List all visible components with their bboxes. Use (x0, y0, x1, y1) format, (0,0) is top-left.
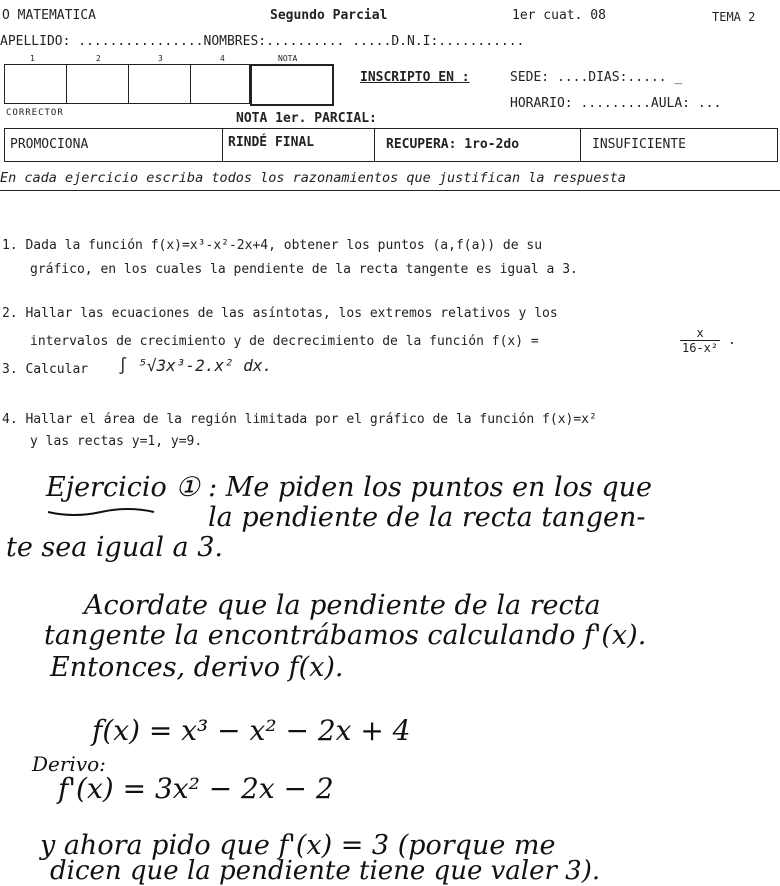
exercise-3-integral: ∫ ⁵√3x³-2.x² dx. (118, 356, 273, 375)
hand-line-1: Ejercicio ① : Me piden los puntos en los que (46, 472, 653, 503)
frac-denominator: 16-x² (682, 341, 719, 355)
exercise-1-line-1: 1. Dada la función f(x)=x³-x²-2x+4, obtener los puntos (a,f(a)) de su (2, 238, 543, 253)
result-insuficiente: INSUFICIENTE (592, 137, 686, 152)
hand-line-9: f'(x) = 3x² − 2x − 2 (58, 772, 334, 805)
grade-boxes (4, 64, 250, 104)
frac-numerator: x (680, 326, 720, 341)
nota-parcial-label: NOTA 1er. PARCIAL: (236, 111, 377, 126)
hand-underline (46, 506, 156, 520)
theme: TEMA 2 (712, 10, 756, 24)
exercise-2-fraction: $\frac{x}{\text{16-x²}}$ . (682, 326, 736, 355)
exercise-4-line-2: y las rectas y=1, y=9. (30, 434, 203, 449)
horario-field: HORARIO: .........AULA: ... (510, 96, 722, 111)
exercise-2-line-1: 2. Hallar las ecuaciones de las asíntotas, los extremos relativos y los (2, 306, 558, 321)
sede-field: SEDE: ....DIAS:..... _ (510, 70, 683, 85)
exam-title: Segundo Parcial (270, 8, 388, 23)
result-promociona: PROMOCIONA (10, 137, 89, 152)
result-rinde-final: RINDÉ FINAL (228, 135, 315, 150)
hand-line-11: dicen que la pendiente tiene que valer 3). (50, 856, 601, 886)
exercise-3-label: 3. Calcular (2, 362, 89, 377)
hand-line-5: tangente la encontrábamos calculando f'(x). (44, 620, 647, 651)
term: 1er cuat. 08 (512, 8, 606, 23)
grade-num-2: 2 (96, 54, 101, 63)
results-divider (374, 128, 375, 162)
exercise-1-line-2: gráfico, en los cuales la pendiente de la recta tangente es igual a 3. (30, 262, 578, 277)
hand-line-2: la pendiente de la recta tangen- (208, 502, 646, 533)
hand-line-7: f(x) = x³ − x² − 2x + 4 (92, 714, 411, 747)
grade-divider (66, 64, 67, 104)
hand-line-6: Entonces, derivo f(x). (50, 652, 344, 683)
grade-nota-label: NOTA (278, 54, 298, 63)
grade-num-1: 1 (30, 54, 35, 63)
grade-num-4: 4 (220, 54, 225, 63)
inscripto-label: INSCRIPTO EN : (360, 70, 470, 85)
results-divider (580, 128, 581, 162)
hand-line-3: te sea igual a 3. (6, 532, 223, 563)
exercise-4-line-1: 4. Hallar el área de la región limitada por el gráfico de la función f(x)=x² (2, 412, 597, 427)
corrector-label: CORRECTOR (6, 108, 64, 118)
subject: O MATEMATICA (2, 8, 96, 23)
hand-line-4: Acordate que la pendiente de la recta (84, 590, 601, 621)
instruction-underline (0, 190, 780, 191)
result-recupera: RECUPERA: 1ro-2do (386, 137, 520, 152)
hand-line-8: Derivo: (32, 752, 106, 776)
student-fields: APELLIDO: ................NOMBRES:.......... .....D.N.I:........... (0, 34, 525, 49)
grade-divider (128, 64, 129, 104)
grade-num-3: 3 (158, 54, 163, 63)
exercise-2-line-2: intervalos de crecimiento y de decrecimiento de la función f(x) = (30, 334, 539, 349)
nota-box (250, 64, 334, 106)
hand-line-10: y ahora pido que f'(x) = 3 (porque me (40, 830, 556, 861)
instruction: En cada ejercicio escriba todos los razonamientos que justifican la respuesta (0, 170, 626, 186)
grade-divider (190, 64, 191, 104)
results-divider (222, 128, 223, 162)
